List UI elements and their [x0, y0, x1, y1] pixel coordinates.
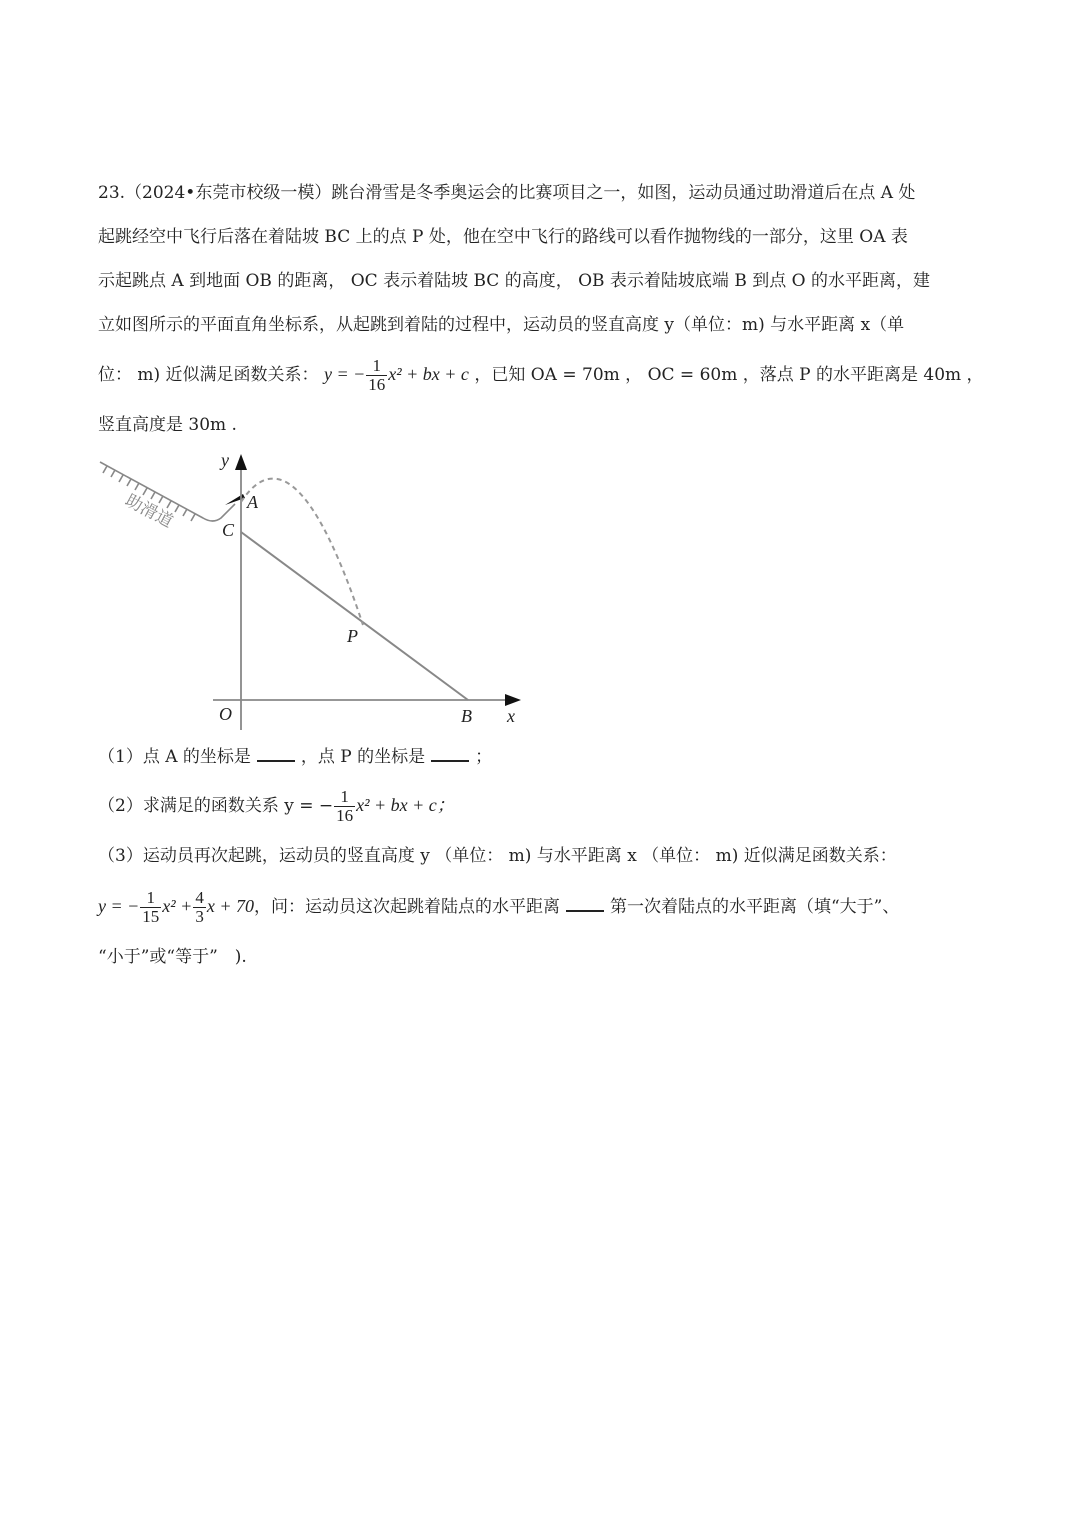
denominator: 15: [142, 907, 160, 926]
question-3-line-3: “小于”或“等于” ).: [98, 947, 247, 967]
question-3-line-2: [98, 888, 899, 926]
q3-formula-mid: x² +: [162, 896, 193, 916]
q2-formula-rest: x² + bx + c；: [356, 795, 455, 815]
numerator: 1: [334, 788, 355, 807]
ski-jump-diagram: [95, 450, 535, 735]
numerator: 1: [140, 889, 161, 908]
q1-text-b: ，点 P 的坐标是: [300, 747, 426, 767]
question-2: [98, 787, 455, 825]
answer-blank-p[interactable]: [431, 744, 469, 762]
y-axis-arrow-icon: [235, 454, 247, 470]
problem-text: 跳台滑雪是冬季奥运会的比赛项目之一，如图，运动员通过助滑道后在点 A 处: [331, 183, 916, 203]
label-o: O: [219, 704, 232, 724]
label-c: C: [222, 520, 235, 540]
line5-prefix: 位： m) 近似满足函数关系：: [98, 365, 319, 385]
problem-line-4: 立如图所示的平面直角坐标系，从起跳到着陆的过程中，运动员的竖直高度 y（单位：m) 与水平距离 x（单: [98, 315, 905, 335]
label-y: y: [221, 450, 229, 470]
label-p: P: [347, 626, 358, 646]
q1-text-a: （1）点 A 的坐标是: [98, 747, 251, 767]
denominator: 16: [368, 375, 386, 394]
denominator: 16: [336, 806, 354, 825]
problem-source: （2024•东莞市校级一模）: [125, 183, 332, 203]
numerator: 1: [366, 357, 387, 376]
answer-blank-a[interactable]: [257, 744, 295, 762]
problem-line-2: 起跳经空中飞行后落在着陆坡 BC 上的点 P 处，他在空中飞行的路线可以看作抛物线的一部分，这里 OA 表: [98, 227, 908, 247]
problem-line-5: [98, 356, 984, 394]
label-a: A: [247, 492, 258, 512]
problem-line-1: [98, 181, 915, 205]
label-x: x: [507, 706, 515, 726]
fraction-1-16: [334, 788, 355, 825]
formula-lhs: y = −: [323, 364, 366, 384]
q3-formula-rest: x + 70: [206, 896, 254, 916]
q2-text: （2）求满足的函数关系 y = −: [98, 796, 334, 816]
line5-suffix: ，已知 OA = 70m ， OC = 60m ，落点 P 的水平距离是 40m ，: [474, 365, 984, 385]
denominator: 3: [195, 907, 204, 926]
answer-blank-compare[interactable]: [566, 894, 604, 912]
fraction-4-3: [193, 889, 206, 926]
trajectory-parabola: [241, 479, 363, 625]
landing-slope-bc: [241, 532, 468, 700]
q1-text-c: ；: [475, 747, 493, 767]
question-3-line-1: （3）运动员再次起跳，运动员的竖直高度 y （单位： m) 与水平距离 x （单位： m) 近似满足函数关系：: [98, 846, 897, 866]
fraction-1-15: [140, 889, 161, 926]
problem-line-3: 示起跳点 A 到地面 OB 的距离， OC 表示着陆坡 BC 的高度， OB 表示着陆坡底端 B 到点 O 的水平距离，建: [98, 271, 930, 291]
formula-rest: x² + bx + c: [388, 364, 469, 384]
label-b: B: [461, 706, 472, 726]
q3-text-a: ，问：运动员这次起跳着陆点的水平距离: [253, 897, 560, 917]
q3-text-b: 第一次着陆点的水平距离（填“大于”、: [609, 897, 900, 917]
numerator: 4: [195, 888, 204, 907]
question-1: [98, 744, 492, 769]
problem-number: 23.: [98, 183, 126, 203]
fraction-1-16: [366, 357, 387, 394]
problem-line-6: 竖直高度是 30m .: [98, 415, 237, 435]
q3-formula-lhs: y = −: [98, 896, 140, 916]
inrun-label: 助滑道: [121, 490, 177, 533]
x-axis-arrow-icon: [505, 694, 521, 706]
